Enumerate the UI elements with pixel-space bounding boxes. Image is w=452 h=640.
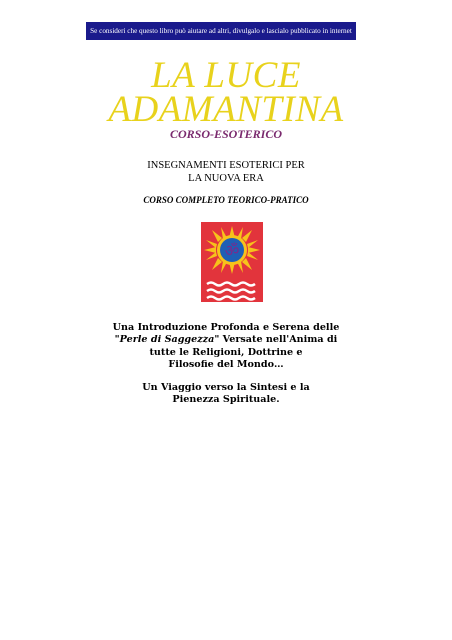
teachings-heading: [0, 159, 452, 185]
intro-italic-phrase: "Perle di Saggezza": [114, 334, 220, 346]
intro-line-2: [0, 334, 452, 346]
om-symbol: ॐ: [224, 241, 240, 260]
teachings-line-1: INSEGNAMENTI ESOTERICI PER: [147, 160, 305, 171]
intro-line-3: tutte le Religioni, Dottrine e: [149, 346, 303, 358]
journey-paragraph: [0, 382, 452, 407]
top-banner: Se consideri che questo libro può aiutare ad altri, divulgalo e lascialo pubblicato in internet: [86, 22, 356, 40]
course-label: CORSO-ESOTERICO: [169, 127, 283, 141]
intro-line-4: Filosofie del Mondo…: [168, 358, 284, 370]
title-line-2: ADAMANTINA: [108, 89, 344, 130]
journey-line-1: Un Viaggio verso la Sintesi e la: [142, 382, 310, 393]
teachings-line-2: LA NUOVA ERA: [188, 173, 264, 184]
intro-line-2-rest: Versate nell'Anima di: [219, 334, 338, 346]
om-sun-emblem-icon: [201, 222, 263, 302]
intro-line-1: Una Introduzione Profonda e Serena delle: [112, 322, 340, 333]
intro-paragraph: [0, 322, 452, 371]
journey-line-2: Pienezza Spirituale.: [172, 394, 280, 406]
complete-course-label: CORSO COMPLETO TEORICO-PRATICO: [143, 195, 309, 205]
title-line-1: LA LUCE: [151, 55, 301, 96]
